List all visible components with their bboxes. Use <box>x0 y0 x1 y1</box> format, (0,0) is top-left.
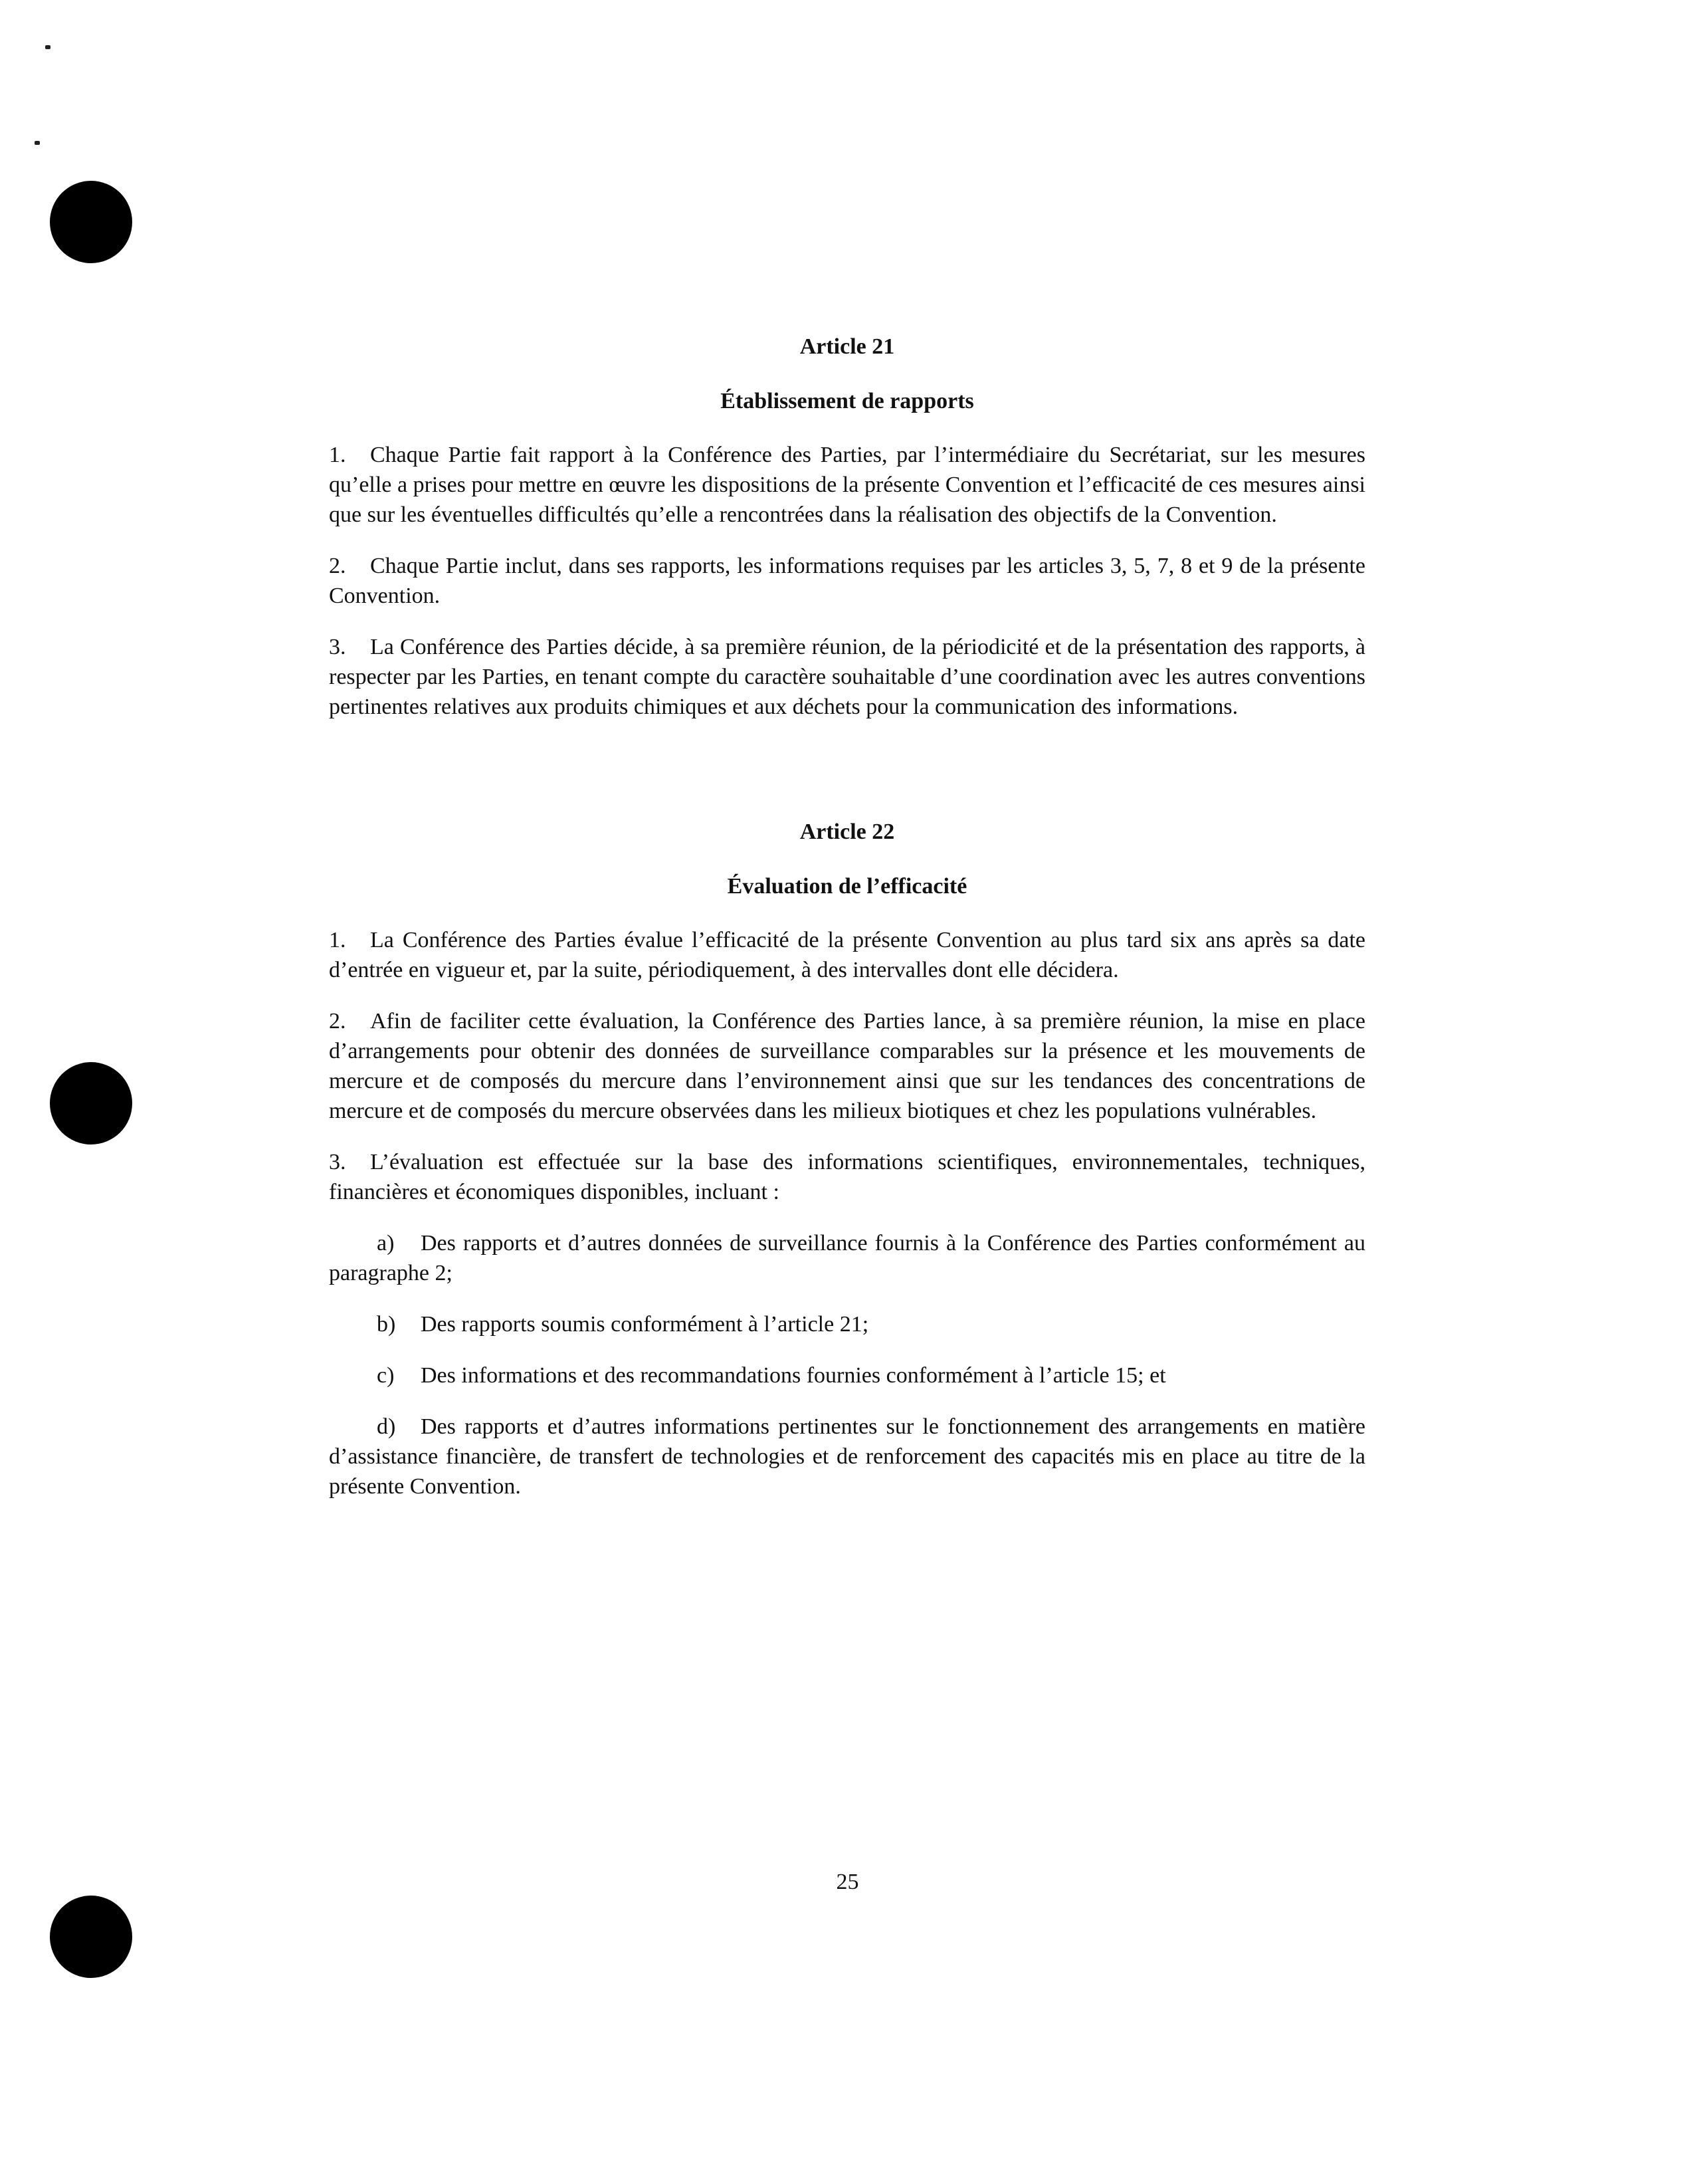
subparagraph-letter: a) <box>377 1231 395 1256</box>
paragraph-number: 1. <box>329 443 346 467</box>
subparagraph-letter: b) <box>377 1312 396 1337</box>
paragraph-text: L’évaluation est effectuée sur la base des informations scientifiques, environnementales, techniques, financières et économiques disponibles, incluant : <box>329 1150 1365 1204</box>
scan-mark <box>35 141 40 145</box>
article-title: Article 22 <box>799 819 895 844</box>
punch-hole-bottom <box>50 1896 132 1978</box>
paragraph-text: La Conférence des Parties décide, à sa première réunion, de la périodicité et de la présentation des rapports, à respecter par les Parties, en tenant compte du caractère souhaitable d’une coordination avec les autres conventions pertinentes relatives aux produits chimiques et aux déchets pour la communication des informations. <box>329 635 1365 719</box>
paragraph-number: 2. <box>329 1009 346 1034</box>
paragraph-text: La Conférence des Parties évalue l’efficacité de la présente Convention au plus tard six ans après sa date d’entrée en vigueur et, par la suite, périodiquement, à des intervalles dont elle décidera. <box>329 928 1365 982</box>
article-title: Article 21 <box>799 334 895 359</box>
subparagraph <box>329 1228 1365 1288</box>
subparagraph-text: Des rapports et d’autres informations pertinentes sur le fonctionnement des arrangements en matière d’assistance financière, de transfert de technologies et de renforcement des capacités mis en place au titre de la présente Convention. <box>329 1414 1365 1499</box>
subparagraph-letter: c) <box>377 1363 395 1388</box>
subparagraph-text: Des informations et des recommandations fournies conformément à l’article 15; et <box>421 1363 1166 1388</box>
article-spacer <box>329 743 1365 818</box>
paragraph <box>329 1006 1365 1126</box>
article-subtitle: Évaluation de l’efficacité <box>727 874 967 899</box>
paragraph <box>329 551 1365 611</box>
paragraph <box>329 925 1365 985</box>
scan-mark <box>45 45 50 49</box>
paragraph-text: Chaque Partie fait rapport à la Conférence des Parties, par l’intermédiaire du Secrétariat, sur les mesures qu’elle a prises pour mettre en œuvre les dispositions de la présente Convention et l’efficacité de ces mesures ainsi que sur les éventuelles difficultés qu’elle a rencontrées dans la réalisation des objectifs de la Convention. <box>329 443 1365 527</box>
paragraph-text: Afin de faciliter cette évaluation, la Conférence des Parties lance, à sa première réunion, la mise en place d’arrangements pour obtenir des données de surveillance comparables sur la présence et les mouvements de mercure et de composés du mercure dans l’environnement ainsi que sur les tendances des concentrations de mercure et de composés du mercure observées dans les milieux biotiques et chez les populations vulnérables. <box>329 1009 1365 1123</box>
paragraph <box>329 440 1365 530</box>
punch-hole-top <box>50 181 132 263</box>
paragraph-number: 3. <box>329 635 346 659</box>
paragraph-number: 1. <box>329 928 346 952</box>
paragraph <box>329 1147 1365 1207</box>
paragraph-number: 3. <box>329 1150 346 1174</box>
paragraph-text: Chaque Partie inclut, dans ses rapports, les informations requises par les articles 3, 5, 7, 8 et 9 de la présente Convention. <box>329 554 1365 608</box>
paragraph <box>329 632 1365 722</box>
subparagraph-text: Des rapports et d’autres données de surveillance fournis à la Conférence des Parties conformément au paragraphe 2; <box>329 1231 1365 1285</box>
punch-hole-middle <box>50 1062 132 1145</box>
subparagraph <box>329 1361 1365 1390</box>
article-22 <box>329 818 1365 1501</box>
page-number: 25 <box>836 1870 859 1894</box>
subparagraph <box>329 1412 1365 1501</box>
paragraph-number: 2. <box>329 554 346 578</box>
subparagraph-text: Des rapports soumis conformément à l’article 21; <box>421 1312 869 1337</box>
subparagraph <box>329 1309 1365 1339</box>
article-21 <box>329 332 1365 722</box>
document-page <box>329 332 1365 1523</box>
subparagraph-letter: d) <box>377 1414 396 1439</box>
article-subtitle: Établissement de rapports <box>720 389 974 413</box>
